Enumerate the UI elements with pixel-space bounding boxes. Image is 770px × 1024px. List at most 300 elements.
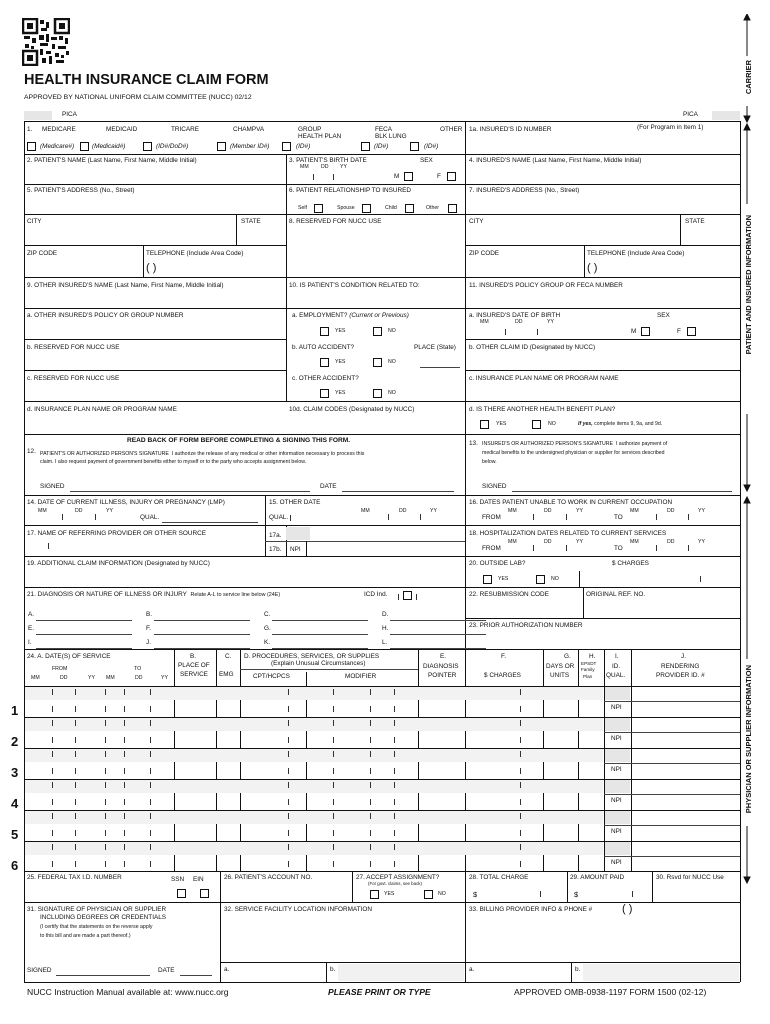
box12-sig-text: I authorize the release of any medical or other information necessary to process this [171, 451, 365, 457]
dash [388, 514, 389, 520]
billing-provider-field[interactable] [468, 915, 738, 961]
service-from: FROM [52, 666, 68, 672]
patient-address-field[interactable] [26, 196, 284, 213]
nucc-use-30: 30. Rsvd for NUCC Use [656, 874, 724, 881]
facility-a: a. [224, 966, 230, 973]
unable-to-yy: YY [698, 508, 705, 514]
place-hint: (State) [436, 344, 456, 351]
accept-assignment-label: 27. ACCEPT ASSIGNMENT? [356, 874, 440, 881]
box13-sig-text: I authorize payment of [615, 441, 668, 447]
other-insured-name-text: 9. OTHER INSURED'S NAME [27, 282, 113, 289]
tricare-sub: (ID#/DoD#) [156, 143, 189, 150]
line [24, 434, 740, 435]
patient-name-hint: (Last Name, First Name, Middle Initial) [87, 157, 197, 164]
other-insured-name-hint: (Last Name, First Name, Middle Initial) [114, 282, 224, 289]
dash [688, 545, 689, 551]
birth-f-label: F [437, 173, 441, 180]
additional-claim-label [27, 561, 210, 568]
feca-checkbox[interactable] [361, 142, 370, 151]
birth-m-label: M [394, 173, 400, 180]
outside-lab-charges: $ CHARGES [612, 560, 649, 567]
box17a-field[interactable] [310, 527, 463, 540]
medicaid-label: MEDICAID [106, 126, 138, 133]
illness-yy: YY [106, 508, 113, 514]
dash [75, 813, 76, 819]
service-line-npi: NPI [611, 828, 622, 835]
reserved-nucc-8: 8. RESERVED FOR NUCC USE [289, 218, 382, 225]
service-line-divider [604, 732, 740, 733]
dash [533, 545, 534, 551]
dash [333, 689, 334, 695]
dash [288, 751, 289, 757]
epsdt-h: H. [589, 653, 596, 660]
dash [290, 515, 291, 521]
line [24, 154, 740, 155]
diag-pointer-label-2: POINTER [428, 672, 457, 679]
line [326, 962, 327, 982]
line [143, 245, 144, 277]
insured-dob-yy: YY [547, 319, 554, 325]
box1-number: 1. [27, 126, 33, 133]
dash [370, 844, 371, 850]
dash [520, 813, 521, 819]
dash [420, 514, 421, 520]
physician-date-field[interactable] [180, 962, 212, 975]
unable-from-mm: MM [508, 508, 517, 514]
insured-id-note: (For Program in Item 1) [637, 124, 704, 131]
svc-yy-2: YY [161, 675, 168, 681]
line [579, 571, 580, 587]
outside-lab-yes: YES [498, 576, 509, 582]
another-plan-no-checkbox[interactable] [532, 420, 541, 429]
other-insured-name-label [27, 283, 224, 290]
billing-a: a. [469, 966, 475, 973]
dash [150, 844, 151, 850]
other-checkbox[interactable] [410, 142, 419, 151]
box13-signed-label: SIGNED [482, 483, 507, 490]
insured-name-field[interactable] [468, 166, 738, 183]
hosp-to-mm: MM [630, 539, 639, 545]
feca-label-2: BLK LUNG [375, 133, 407, 140]
pos-label: PLACE OF [178, 662, 210, 669]
dash [313, 174, 314, 180]
dash [520, 689, 521, 695]
line [24, 277, 740, 278]
diagnosis-field[interactable] [154, 620, 250, 627]
line [740, 121, 741, 982]
insured-phone-field[interactable] [587, 260, 738, 276]
diagnosis-field[interactable] [272, 620, 368, 627]
another-plan-no: NO [548, 421, 556, 427]
hosp-from-dd: DD [544, 539, 552, 545]
line [465, 871, 466, 982]
pica-bar-right [712, 111, 740, 120]
service-line-field[interactable] [25, 702, 603, 716]
reserved-nucc-9b: b. RESERVED FOR NUCC USE [27, 344, 120, 351]
physician-signature-field[interactable] [56, 962, 150, 975]
dash [150, 720, 151, 726]
diagnosis-letter: F. [146, 625, 151, 632]
other-date-label: 15. OTHER DATE [269, 499, 321, 506]
dash [520, 720, 521, 726]
patient-name-field[interactable] [26, 166, 284, 183]
patient-tel-paren: ( ) [146, 262, 157, 274]
procedures-label: D. PROCEDURES, SERVICES, OR SUPPLIES [244, 653, 380, 660]
line [24, 587, 740, 588]
service-line-shaded [25, 718, 603, 731]
birth-f-checkbox[interactable] [447, 172, 456, 181]
rendering-label: RENDERING [661, 663, 700, 670]
patient-phone-field[interactable] [146, 260, 284, 276]
line [465, 618, 740, 619]
unable-from-yy: YY [576, 508, 583, 514]
box17a-label: 17a. [269, 532, 282, 539]
physician-signed-line [56, 975, 150, 976]
service-line-shaded [25, 811, 603, 824]
facility-b-shade [338, 964, 464, 981]
unable-work-to: TO [614, 514, 623, 521]
diagnosis-text: 21. DIAGNOSIS OR NATURE OF ILLNESS OR INJURY [27, 591, 187, 598]
dash [370, 689, 371, 695]
footer-left: NUCC Instruction Manual available at: www.nucc.org [27, 987, 229, 997]
original-ref-label: ORIGINAL REF. NO. [586, 591, 646, 598]
diagnosis-letter: B. [146, 611, 153, 618]
dash [52, 844, 53, 850]
birth-m-checkbox[interactable] [404, 172, 413, 181]
group-checkbox[interactable] [282, 142, 291, 151]
diagnosis-letter: C. [264, 611, 271, 618]
icd-ind-field[interactable] [403, 591, 412, 600]
insurance-plan-name-label: c. INSURANCE PLAN NAME OR PROGRAM NAME [469, 375, 619, 382]
if-yes-text: If yes, [578, 421, 593, 427]
insured-name-label [469, 158, 641, 165]
claim-codes-hint: (Designated by NUCC) [349, 406, 415, 413]
line [24, 525, 740, 526]
additional-claim-field[interactable] [26, 569, 463, 586]
dash [688, 514, 689, 520]
dash [520, 782, 521, 788]
insured-m-checkbox[interactable] [641, 327, 650, 336]
dash [75, 720, 76, 726]
id-qual-label: ID. [612, 663, 621, 670]
ein-checkbox[interactable] [200, 889, 209, 898]
condition-related-label: 10. IS PATIENT'S CONDITION RELATED TO: [289, 282, 420, 289]
service-line-number: 4 [11, 796, 19, 811]
insured-tel-label [587, 251, 684, 258]
emg-label: EMG [219, 671, 234, 678]
qr-code [22, 18, 70, 66]
outside-lab-yes-checkbox[interactable] [483, 575, 492, 584]
insured-state-label: STATE [685, 218, 705, 225]
dash [52, 782, 53, 788]
other-claim-id-text: b. OTHER CLAIM ID [469, 344, 528, 351]
box12-date-field[interactable] [342, 478, 454, 492]
additional-claim-hint: (Designated by NUCC) [144, 560, 210, 567]
diagnosis-letter: H. [382, 625, 389, 632]
other-accident-yes-checkbox[interactable] [320, 389, 329, 398]
ssn-checkbox[interactable] [177, 889, 186, 898]
box13-text-1 [482, 442, 667, 447]
pica-right: PICA [683, 111, 698, 118]
line [567, 871, 568, 902]
auto-no-checkbox[interactable] [373, 358, 382, 367]
employment-no-checkbox[interactable] [373, 327, 382, 336]
id-qual-i: I. [615, 653, 619, 660]
service-dates-label: 24. A. DATE(S) OF SERVICE [27, 653, 111, 660]
accept-yes-checkbox[interactable] [370, 890, 379, 899]
service-line-field[interactable] [25, 826, 603, 840]
service-line-field[interactable] [25, 764, 603, 778]
line [286, 154, 287, 401]
box17b-npi-field[interactable] [308, 542, 463, 555]
dash [288, 844, 289, 850]
feca-sub: (ID#) [374, 143, 389, 150]
employment-text: a. EMPLOYMENT? [292, 312, 348, 319]
line [236, 214, 237, 245]
line [24, 214, 740, 215]
prior-auth-label: 23. PRIOR AUTHORIZATION NUMBER [469, 622, 583, 629]
svc-dd-1: DD [60, 675, 68, 681]
rel-spouse-checkbox[interactable] [362, 204, 371, 213]
diagnosis-letter: D. [382, 611, 389, 618]
id-qual-label-2: QUAL. [606, 672, 626, 679]
rel-other-checkbox[interactable] [448, 204, 457, 213]
rel-spouse-label: Spouse [337, 205, 355, 211]
physician-note-2: to this bill and are made a part thereof.) [40, 933, 131, 939]
form-subtitle: APPROVED BY NATIONAL UNIFORM CLAIM COMMITTEE (NUCC) 02/12 [24, 94, 252, 101]
line [24, 245, 286, 246]
dash [333, 844, 334, 850]
dash [105, 844, 106, 850]
insured-tel-hint: (Include Area Code) [627, 250, 685, 257]
referring-provider-field[interactable] [26, 539, 264, 555]
current-illness-label [27, 500, 225, 507]
service-line-field[interactable] [25, 795, 603, 809]
svc-mm-2: MM [106, 675, 115, 681]
service-line-qual-shaded [605, 780, 630, 793]
diagnosis-field[interactable] [154, 634, 250, 641]
claim-codes-label [289, 407, 414, 414]
rel-child-label: Child [385, 205, 397, 211]
line [680, 214, 681, 245]
dash [394, 813, 395, 819]
current-illness-hint: (LMP) [207, 499, 225, 506]
rel-child-checkbox[interactable] [405, 204, 414, 213]
box12-signed-label: SIGNED [40, 483, 65, 490]
insured-f-checkbox[interactable] [687, 327, 696, 336]
diagnosis-letter: K. [264, 639, 271, 646]
dash [75, 782, 76, 788]
footer-center: PLEASE PRINT OR TYPE [328, 987, 431, 997]
service-line-npi: NPI [611, 859, 622, 866]
another-plan-yes: YES [496, 421, 507, 427]
billing-b-shade [583, 964, 739, 981]
employment-yes: YES [335, 328, 346, 334]
additional-claim-text: 19. ADDITIONAL CLAIM INFORMATION [27, 560, 143, 567]
service-line-divider [604, 856, 740, 857]
illness-mm: MM [38, 508, 47, 514]
dash [105, 720, 106, 726]
other-date-dd: DD [399, 508, 407, 514]
auto-no: NO [388, 359, 396, 365]
diagnosis-letter: J. [146, 639, 151, 646]
amount-paid-field[interactable] [583, 886, 650, 901]
dash [75, 844, 76, 850]
box12-date-label: DATE [320, 483, 337, 490]
another-plan-yes-checkbox[interactable] [480, 420, 489, 429]
units-g: G. [564, 653, 571, 660]
form-title: HEALTH INSURANCE CLAIM FORM [24, 72, 269, 88]
line [631, 649, 632, 871]
modifier-label: MODIFIER [345, 673, 377, 680]
other-accident-no-checkbox[interactable] [373, 389, 382, 398]
line [220, 962, 740, 963]
insured-city-label: CITY [469, 218, 484, 225]
line [24, 871, 740, 872]
employment-hint: (Current or Previous) [349, 312, 409, 319]
icd-ind-label: ICD Ind. [364, 591, 388, 598]
epsdt-plan: Plan [583, 674, 593, 679]
place-state-label [414, 345, 456, 352]
dash [105, 689, 106, 695]
box13-text-3: medical benefits to the undersigned physician or supplier for services described [482, 450, 665, 456]
resubmission-label: 22. RESUBMISSION CODE [469, 591, 549, 598]
patient-name-text: 2. PATIENT'S NAME [27, 157, 86, 164]
insured-zip-label: ZIP CODE [469, 250, 500, 257]
box13-signature-field[interactable] [512, 478, 732, 492]
dash [124, 813, 125, 819]
dash [150, 813, 151, 819]
insured-address-field[interactable] [468, 196, 738, 213]
birth-mm: MM [300, 164, 309, 170]
diagnosis-field[interactable] [36, 620, 132, 627]
auto-yes-checkbox[interactable] [320, 358, 329, 367]
reserved-nucc-9c: c. RESERVED FOR NUCC USE [27, 375, 120, 382]
service-line-qual-shaded [605, 811, 630, 824]
hosp-from-yy: YY [576, 539, 583, 545]
other-date-mm: MM [361, 508, 370, 514]
diagnosis-field[interactable] [390, 648, 486, 655]
diagnosis-letter: L. [382, 639, 388, 646]
medicaid-checkbox[interactable] [80, 142, 89, 151]
dash [333, 720, 334, 726]
rel-self-checkbox[interactable] [314, 204, 323, 213]
line [465, 370, 740, 371]
medicaid-sub: (Medicaid#) [92, 143, 126, 150]
total-charge-dollar: $ [473, 890, 478, 899]
resubmission-field[interactable] [468, 600, 582, 617]
dash [333, 782, 334, 788]
facility-b: b. [330, 966, 336, 973]
illness-qual: QUAL. [140, 514, 160, 521]
accept-no-checkbox[interactable] [424, 890, 433, 899]
champva-sub: (Member ID#) [230, 143, 270, 150]
other-claim-id-label [469, 345, 595, 352]
line [24, 982, 740, 983]
dash [370, 813, 371, 819]
dash [288, 689, 289, 695]
service-line-qual-shaded [605, 749, 630, 762]
other-accident-yes: YES [335, 390, 346, 396]
employment-yes-checkbox[interactable] [320, 327, 329, 336]
dash [288, 782, 289, 788]
dash [416, 594, 417, 600]
line [465, 434, 466, 495]
diagnosis-field[interactable] [36, 634, 132, 641]
patient-tel-label [146, 251, 243, 258]
ein-label: EIN [193, 876, 204, 883]
facility-field[interactable] [223, 915, 463, 961]
total-charge-label: 28. TOTAL CHARGE [469, 874, 529, 881]
dash [520, 844, 521, 850]
line [306, 541, 307, 556]
dash [333, 751, 334, 757]
line [571, 962, 572, 982]
other-sub: (ID#) [424, 143, 439, 150]
insured-id-field[interactable] [468, 136, 738, 153]
outside-lab-label: 20. OUTSIDE LAB? [469, 560, 526, 567]
medicare-label: MEDICARE [42, 126, 76, 133]
accept-yes: YES [384, 891, 395, 897]
box12-text-3: claim. I also request payment of government benefits either to myself or to the party who accepts assignment below. [40, 459, 307, 465]
box17a-shade [286, 527, 310, 540]
patient-address-text: 5. PATIENT'S ADDRESS [27, 187, 98, 194]
service-line-field[interactable] [25, 733, 603, 747]
dash [52, 689, 53, 695]
dash [700, 576, 701, 582]
service-line-number: 1 [11, 703, 19, 718]
outside-lab-no-checkbox[interactable] [536, 575, 545, 584]
dash [150, 751, 151, 757]
service-line-divider [604, 763, 740, 764]
line [24, 121, 740, 122]
original-ref-field[interactable] [586, 600, 738, 617]
diagnosis-field[interactable] [154, 648, 250, 655]
medicare-checkbox[interactable] [27, 142, 36, 151]
box12-signature-field[interactable] [70, 478, 310, 492]
epsdt-family: Family [581, 667, 595, 672]
account-no-field[interactable] [223, 884, 350, 901]
footer-right: APPROVED OMB-0938-1197 FORM 1500 (02-12) [514, 987, 707, 997]
dash [656, 514, 657, 520]
total-charge-field[interactable] [482, 886, 564, 901]
dash [394, 782, 395, 788]
line [24, 308, 740, 309]
claim-codes-text: 10d. CLAIM CODES [289, 406, 348, 413]
emg-c: C. [225, 653, 232, 660]
dash [394, 844, 395, 850]
physician-signed-label: SIGNED [27, 967, 52, 974]
rendering-label-2: PROVIDER ID. # [656, 672, 705, 679]
tricare-label: TRICARE [171, 126, 200, 133]
service-line-field[interactable] [25, 857, 603, 871]
referring-provider-label: 17. NAME OF REFERRING PROVIDER OR OTHER SOURCE [27, 530, 206, 537]
diagnosis-field[interactable] [272, 634, 368, 641]
service-to: TO [134, 666, 142, 672]
diag-pointer-e: E. [440, 653, 447, 660]
line [265, 495, 266, 556]
amount-paid-label: 29. AMOUNT PAID [570, 874, 625, 881]
unable-to-mm: MM [630, 508, 639, 514]
tax-id-field[interactable] [26, 884, 166, 901]
tricare-checkbox[interactable] [143, 142, 152, 151]
prior-auth-field[interactable] [468, 631, 738, 648]
champva-checkbox[interactable] [217, 142, 226, 151]
physician-signature-label: 31. SIGNATURE OF PHYSICIAN OR SUPPLIER [27, 906, 167, 913]
place-text: PLACE [414, 344, 435, 351]
line [240, 669, 418, 670]
dash [566, 545, 567, 551]
